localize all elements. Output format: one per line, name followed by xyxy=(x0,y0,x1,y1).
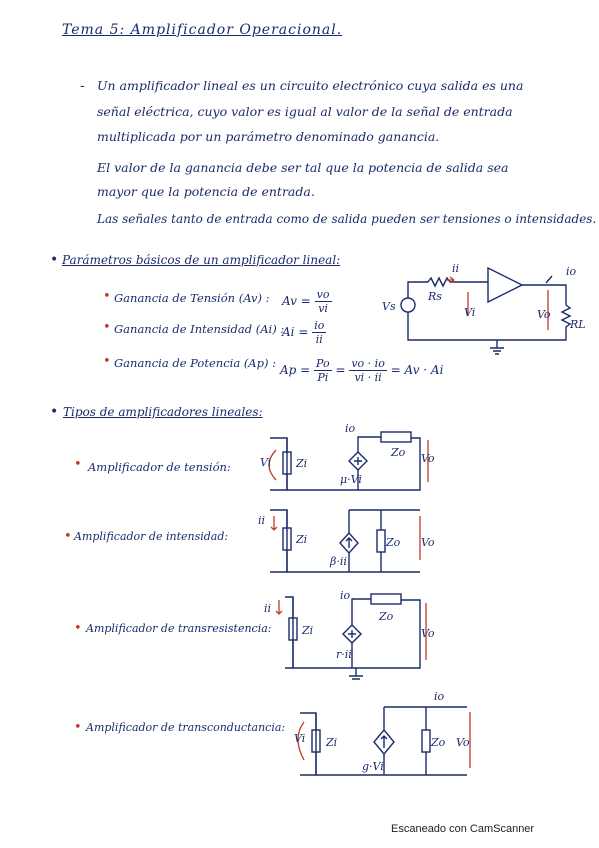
ai-num: io xyxy=(314,319,325,332)
ap-result: = Av · Ai xyxy=(390,363,444,377)
intro-line-2: señal eléctrica, cuyo valor es igual al valor de la señal de entrada xyxy=(97,104,513,119)
intro-line-6: Las señales tanto de entrada como de salida pueden ser tensiones o intensidades. xyxy=(97,212,597,226)
av-num: vo xyxy=(316,288,330,301)
params-heading: Parámetros básicos de un amplificador lineal: xyxy=(62,253,341,267)
av-den: vi xyxy=(318,302,328,315)
rl-resistor xyxy=(562,305,570,335)
zo-resistor xyxy=(377,530,385,552)
zo-resistor xyxy=(381,432,411,442)
bullet-dot: • xyxy=(103,289,111,304)
vo-label: Vo xyxy=(537,308,551,321)
rl-label: RL xyxy=(570,318,586,331)
rs-resistor xyxy=(428,278,450,286)
zo-label: Zo xyxy=(379,610,394,623)
types-heading: Tipos de amplificadores lineales: xyxy=(63,405,263,419)
ai-lhs: Ai = xyxy=(282,325,309,339)
mu-vi-label: μ·Vi xyxy=(340,473,362,486)
ap-num: Po xyxy=(316,357,330,370)
ap-den: Pi xyxy=(317,371,329,384)
voltage-amp-label: Amplificador de tensión: xyxy=(88,460,231,474)
vi-label: Vi xyxy=(464,306,476,319)
beta-ii-label: β·ii xyxy=(330,555,347,568)
current-amp-label: Amplificador de intensidad: xyxy=(74,530,229,543)
bullet-dot: • xyxy=(103,320,111,335)
vi-label: Vi xyxy=(294,732,306,745)
io-label: io xyxy=(434,690,445,703)
bullet-dot: • xyxy=(103,354,111,369)
bullet-dot: • xyxy=(64,529,72,544)
zo-resistor xyxy=(422,730,430,752)
intro-line-3: multiplicada por un parámetro denominado ganancia. xyxy=(97,129,440,144)
av-lhs: Av = xyxy=(282,294,311,308)
vo-label: Vo xyxy=(421,452,435,465)
bullet-dot: • xyxy=(50,252,59,268)
scanner-watermark: Escaneado con CamScanner xyxy=(391,823,535,835)
ii-label: ii xyxy=(258,514,266,527)
vs-label: Vs xyxy=(382,300,396,313)
ii-label: ii xyxy=(452,262,460,275)
ap-num-2: vo · io xyxy=(351,357,385,370)
zo-label: Zo xyxy=(391,446,406,459)
power-gain-label: Ganancia de Potencia (Ap) : xyxy=(114,356,276,370)
ap-lhs: Ap = xyxy=(280,363,311,377)
vo-label: Vo xyxy=(456,736,470,749)
ai-den: ii xyxy=(315,333,323,346)
transconductance-amp-label: Amplificador de transconductancia: xyxy=(86,721,286,734)
page-title: Tema 5: Amplificador Operacional. xyxy=(62,22,343,38)
g-vi-label: g·Vi xyxy=(362,760,384,773)
zo-label: Zo xyxy=(431,736,446,749)
transresistance-amp-label: Amplificador de transresistencia: xyxy=(86,622,272,635)
zi-label: Zi xyxy=(296,533,308,546)
rs-label: Rs xyxy=(428,290,442,303)
ap-eq: = xyxy=(335,363,346,377)
io-label: io xyxy=(566,265,577,278)
vi-label: Vi xyxy=(260,456,272,469)
ap-den-2: vi · ii xyxy=(354,371,382,384)
zi-label: Zi xyxy=(296,457,308,470)
bullet-dot: • xyxy=(74,457,82,472)
intro-line-5: mayor que la potencia de entrada. xyxy=(97,184,315,199)
bullet-dot: • xyxy=(50,404,59,420)
ii-label: ii xyxy=(264,602,272,615)
zo-label: Zo xyxy=(386,536,401,549)
vo-label: Vo xyxy=(421,627,435,640)
current-gain-label: Ganancia de Intensidad (Ai) : xyxy=(114,322,285,336)
r-ii-label: r·ii xyxy=(336,648,352,661)
zo-resistor xyxy=(371,594,401,604)
intro-line-1: Un amplificador lineal es un circuito electrónico cuya salida es una xyxy=(97,78,524,93)
bullet-dash: - xyxy=(80,78,85,94)
source-symbol xyxy=(401,298,415,312)
bullet-dot: • xyxy=(74,621,82,636)
zi-label: Zi xyxy=(326,736,338,749)
zi-label: Zi xyxy=(302,624,314,637)
opamp-triangle xyxy=(488,268,522,302)
voltage-gain-label: Ganancia de Tensión (Av) : xyxy=(114,291,270,305)
intro-line-4: El valor de la ganancia debe ser tal que la potencia de salida sea xyxy=(97,160,509,175)
vo-label: Vo xyxy=(421,536,435,549)
io-label: io xyxy=(345,422,356,435)
io-label: io xyxy=(340,589,351,602)
bullet-dot: • xyxy=(74,720,82,735)
